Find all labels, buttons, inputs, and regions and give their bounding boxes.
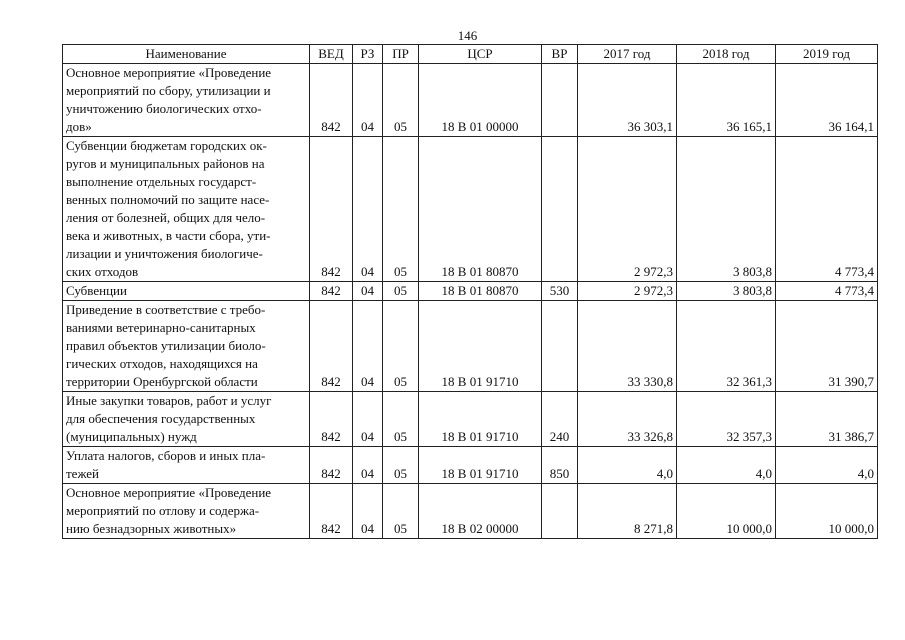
cell-name: Приведение в соответствие с требо- ваниями ветеринарно-санитарных правил объектов утилизации биоло- гических отходов, находящихся на территории Оренбургской области xyxy=(63,301,310,392)
cell-2017: 2 972,3 xyxy=(578,137,677,282)
cell-vr xyxy=(542,301,578,392)
cell-2018: 3 803,8 xyxy=(677,282,776,301)
cell-ved: 842 xyxy=(310,282,353,301)
cell-pr: 05 xyxy=(383,137,419,282)
cell-pr: 05 xyxy=(383,301,419,392)
cell-name: Субвенции xyxy=(63,282,310,301)
cell-pr: 05 xyxy=(383,484,419,539)
cell-2017: 2 972,3 xyxy=(578,282,677,301)
cell-csr: 18 В 01 91710 xyxy=(419,447,542,484)
cell-rz: 04 xyxy=(353,137,383,282)
column-header-rz: РЗ xyxy=(353,45,383,64)
column-header-ved: ВЕД xyxy=(310,45,353,64)
cell-name: Иные закупки товаров, работ и услуг для обеспечения государственных (муниципальных) нужд xyxy=(63,392,310,447)
cell-ved: 842 xyxy=(310,64,353,137)
cell-vr: 530 xyxy=(542,282,578,301)
cell-rz: 04 xyxy=(353,64,383,137)
budget-table xyxy=(62,44,878,539)
cell-2017: 33 330,8 xyxy=(578,301,677,392)
cell-ved: 842 xyxy=(310,484,353,539)
cell-2018: 4,0 xyxy=(677,447,776,484)
cell-2017: 36 303,1 xyxy=(578,64,677,137)
cell-name: Уплата налогов, сборов и иных пла- тежей xyxy=(63,447,310,484)
cell-2019: 4 773,4 xyxy=(776,282,878,301)
cell-2019: 4,0 xyxy=(776,447,878,484)
cell-csr: 18 В 01 00000 xyxy=(419,64,542,137)
cell-vr xyxy=(542,137,578,282)
cell-2017: 33 326,8 xyxy=(578,392,677,447)
cell-2019: 4 773,4 xyxy=(776,137,878,282)
cell-ved: 842 xyxy=(310,137,353,282)
cell-name: Основное мероприятие «Проведение мероприятий по сбору, утилизации и уничтожению биологических отхо- дов» xyxy=(63,64,310,137)
cell-vr: 850 xyxy=(542,447,578,484)
cell-2019: 36 164,1 xyxy=(776,64,878,137)
cell-rz: 04 xyxy=(353,282,383,301)
cell-vr xyxy=(542,64,578,137)
table-row xyxy=(63,64,878,137)
cell-vr xyxy=(542,484,578,539)
cell-2019: 31 390,7 xyxy=(776,301,878,392)
table-row xyxy=(63,301,878,392)
column-header-2018: 2018 год xyxy=(677,45,776,64)
table-row xyxy=(63,447,878,484)
cell-rz: 04 xyxy=(353,447,383,484)
cell-2018: 36 165,1 xyxy=(677,64,776,137)
column-header-2017: 2017 год xyxy=(578,45,677,64)
page-number: 146 xyxy=(457,28,478,43)
table-row xyxy=(63,484,878,539)
cell-ved: 842 xyxy=(310,301,353,392)
cell-pr: 05 xyxy=(383,392,419,447)
table-header xyxy=(63,45,878,64)
cell-pr: 05 xyxy=(383,282,419,301)
cell-ved: 842 xyxy=(310,447,353,484)
column-header-pr: ПР xyxy=(383,45,419,64)
cell-2018: 32 357,3 xyxy=(677,392,776,447)
cell-2017: 8 271,8 xyxy=(578,484,677,539)
cell-rz: 04 xyxy=(353,301,383,392)
table-row xyxy=(63,392,878,447)
cell-2019: 31 386,7 xyxy=(776,392,878,447)
cell-csr: 18 В 01 91710 xyxy=(419,392,542,447)
cell-csr: 18 В 02 00000 xyxy=(419,484,542,539)
cell-pr: 05 xyxy=(383,447,419,484)
table-row xyxy=(63,282,878,301)
table-body xyxy=(63,64,878,539)
cell-name: Субвенции бюджетам городских ок- ругов и муниципальных районов на выполнение отдельных государст- венных полномочий по защите насе- ления от болезней, общих для чело- века и животных, в части сбора, ути- лизации и уничтожения биологиче- ских отходов xyxy=(63,137,310,282)
header-row xyxy=(63,45,878,64)
cell-2018: 10 000,0 xyxy=(677,484,776,539)
cell-csr: 18 В 01 91710 xyxy=(419,301,542,392)
cell-name: Основное мероприятие «Проведение мероприятий по отлову и содержа- нию безнадзорных животных» xyxy=(63,484,310,539)
column-header-csr: ЦСР xyxy=(419,45,542,64)
cell-ved: 842 xyxy=(310,392,353,447)
cell-2017: 4,0 xyxy=(578,447,677,484)
cell-rz: 04 xyxy=(353,484,383,539)
cell-2019: 10 000,0 xyxy=(776,484,878,539)
column-header-2019: 2019 год xyxy=(776,45,878,64)
column-header-vr: ВР xyxy=(542,45,578,64)
cell-rz: 04 xyxy=(353,392,383,447)
table-row xyxy=(63,137,878,282)
column-header-name: Наименование xyxy=(63,45,310,64)
cell-vr: 240 xyxy=(542,392,578,447)
cell-2018: 3 803,8 xyxy=(677,137,776,282)
cell-csr: 18 В 01 80870 xyxy=(419,137,542,282)
cell-csr: 18 В 01 80870 xyxy=(419,282,542,301)
cell-2018: 32 361,3 xyxy=(677,301,776,392)
cell-pr: 05 xyxy=(383,64,419,137)
